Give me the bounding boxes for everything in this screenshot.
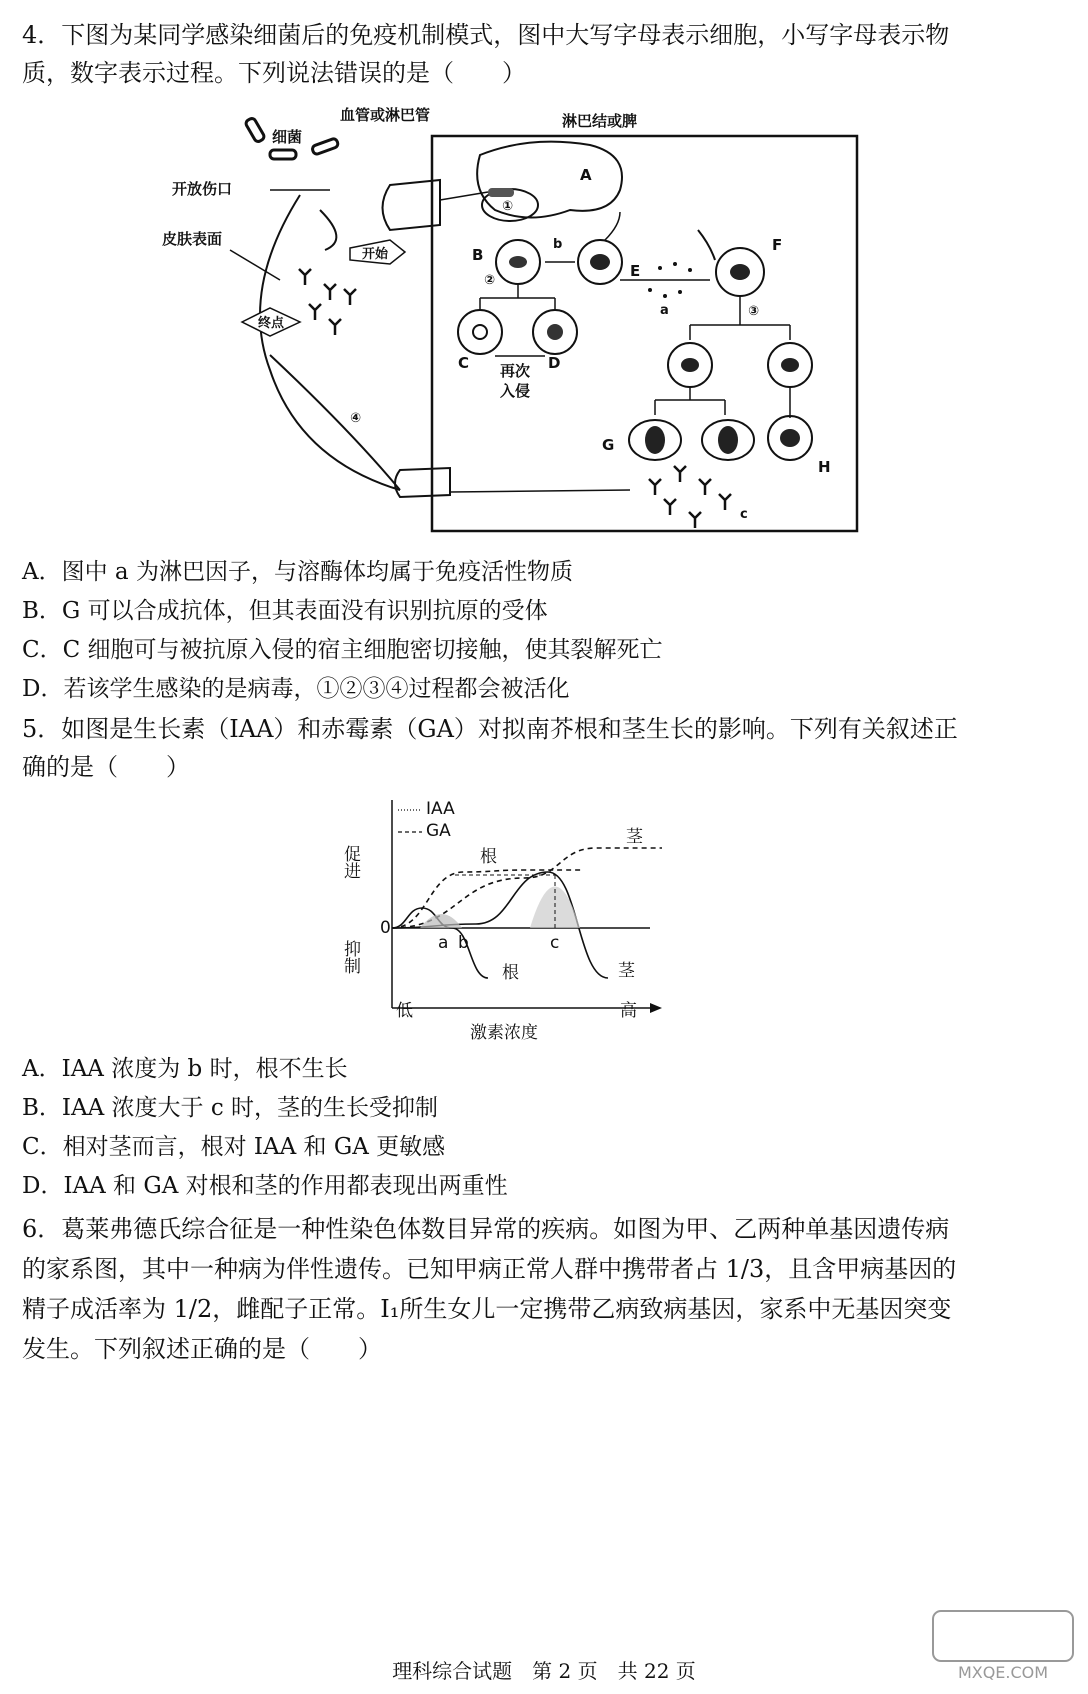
x-low-label: 低 xyxy=(396,1001,413,1021)
root-shade xyxy=(420,914,462,928)
cell-H-label: H xyxy=(818,458,831,476)
q4-option-A: A．图中 a 为淋巴因子，与溶酶体均属于免疫活性物质 xyxy=(22,559,573,585)
wound-label: 开放伤口 xyxy=(172,180,233,198)
x-mark-c: c xyxy=(550,933,560,953)
substance-c-label: c xyxy=(740,507,748,522)
start-tag: 开始 xyxy=(362,247,389,262)
antibodies-skin xyxy=(299,269,356,335)
process-2-label: ② xyxy=(484,273,496,288)
xlabel: 激素浓度 xyxy=(470,1023,538,1043)
reinvade-line2: 入侵 xyxy=(500,382,531,400)
site-stamp xyxy=(928,1606,1078,1686)
hormone-growth-chart xyxy=(340,790,680,1050)
q5-option-B: B．IAA 浓度大于 c 时，茎的生长受抑制 xyxy=(22,1095,439,1121)
q6-line4: 发生。下列叙述正确的是（ ） xyxy=(22,1335,382,1363)
end-tag: 终点 xyxy=(258,316,285,331)
page-footer: 理科综合试题 第 2 页 共 22 页 xyxy=(392,1659,696,1683)
legend-iaa: IAA xyxy=(426,799,455,819)
bacteria-label: 细菌 xyxy=(272,128,303,146)
process-1-label: ① xyxy=(502,199,514,214)
substance-b-label: b xyxy=(553,237,563,252)
q4-stem-line2: 质，数字表示过程。下列说法错误的是（ ） xyxy=(22,59,526,87)
zero-label: 0 xyxy=(380,918,391,938)
x-high-label: 高 xyxy=(620,1001,637,1021)
stem-label-top: 茎 xyxy=(626,827,643,847)
stem-label-bottom: 茎 xyxy=(618,961,635,981)
cell-E-label: E xyxy=(630,262,641,280)
skin-label: 皮肤表面 xyxy=(162,230,223,248)
vessel-label: 血管或淋巴管 xyxy=(340,106,431,124)
q6-line3: 精子成活率为 1/2，雌配子正常。I₁所生女儿一定携带乙病致病基因，家系中无基因突变 xyxy=(22,1295,952,1323)
q5-stem-line2: 确的是（ ） xyxy=(22,753,190,781)
cell-A-label: A xyxy=(580,166,592,184)
root-label-bottom: 根 xyxy=(502,963,519,983)
q4-stem-line1: 4．下图为某同学感染细菌后的免疫机制模式，图中大写字母表示细胞，小写字母表示物 xyxy=(22,21,950,49)
immune-mechanism-diagram xyxy=(150,100,870,540)
cell-G-label: G xyxy=(602,436,615,454)
cell-C-label: C xyxy=(458,354,470,372)
q5-stem-line1: 5．如图是生长素（IAA）和赤霉素（GA）对拟南芥根和茎生长的影响。下列有关叙述正 xyxy=(22,715,958,743)
substance-a-label: a xyxy=(660,303,669,318)
q4-option-C: C．C 细胞可与被抗原入侵的宿主细胞密切接触，使其裂解死亡 xyxy=(22,637,663,663)
q4-option-B: B．G 可以合成抗体，但其表面没有识别抗原的受体 xyxy=(22,598,548,624)
process-4-label: ④ xyxy=(350,411,362,426)
reinvade-line1: 再次 xyxy=(500,362,531,380)
x-mark-b: b xyxy=(458,933,469,953)
root-label-top: 根 xyxy=(480,847,497,867)
antibodies-c xyxy=(649,466,731,528)
legend-ga: GA xyxy=(426,821,451,841)
cell-D-label: D xyxy=(548,354,561,372)
q6-line2: 的家系图，其中一种病为伴性遗传。已知甲病正常人群中携带者占 1/3，且含甲病基因的 xyxy=(22,1255,957,1283)
q5-option-C: C．相对茎而言，根对 IAA 和 GA 更敏感 xyxy=(22,1134,446,1160)
cell-F-label: F xyxy=(772,236,783,254)
cell-B-label: B xyxy=(472,246,484,264)
process-3-label: ③ xyxy=(748,304,760,319)
x-mark-a: a xyxy=(438,933,449,953)
series-line-3 xyxy=(392,848,662,928)
q5-option-A: A．IAA 浓度为 b 时，根不生长 xyxy=(22,1056,348,1082)
ylabel-top: 促进 xyxy=(340,845,360,879)
q4-option-D: D．若该学生感染的是病毒，①②③④过程都会被活化 xyxy=(22,676,570,702)
q6-line1: 6．葛莱弗德氏综合征是一种性染色体数目异常的疾病。如图为甲、乙两种单基因遗传病 xyxy=(22,1215,950,1243)
lymph-label: 淋巴结或脾 xyxy=(562,112,638,130)
ylabel-bottom: 抑制 xyxy=(340,940,360,974)
stamp-text: MXQE.COM xyxy=(957,1663,1049,1682)
q5-option-D: D．IAA 和 GA 对根和茎的作用都表现出两重性 xyxy=(22,1173,508,1199)
